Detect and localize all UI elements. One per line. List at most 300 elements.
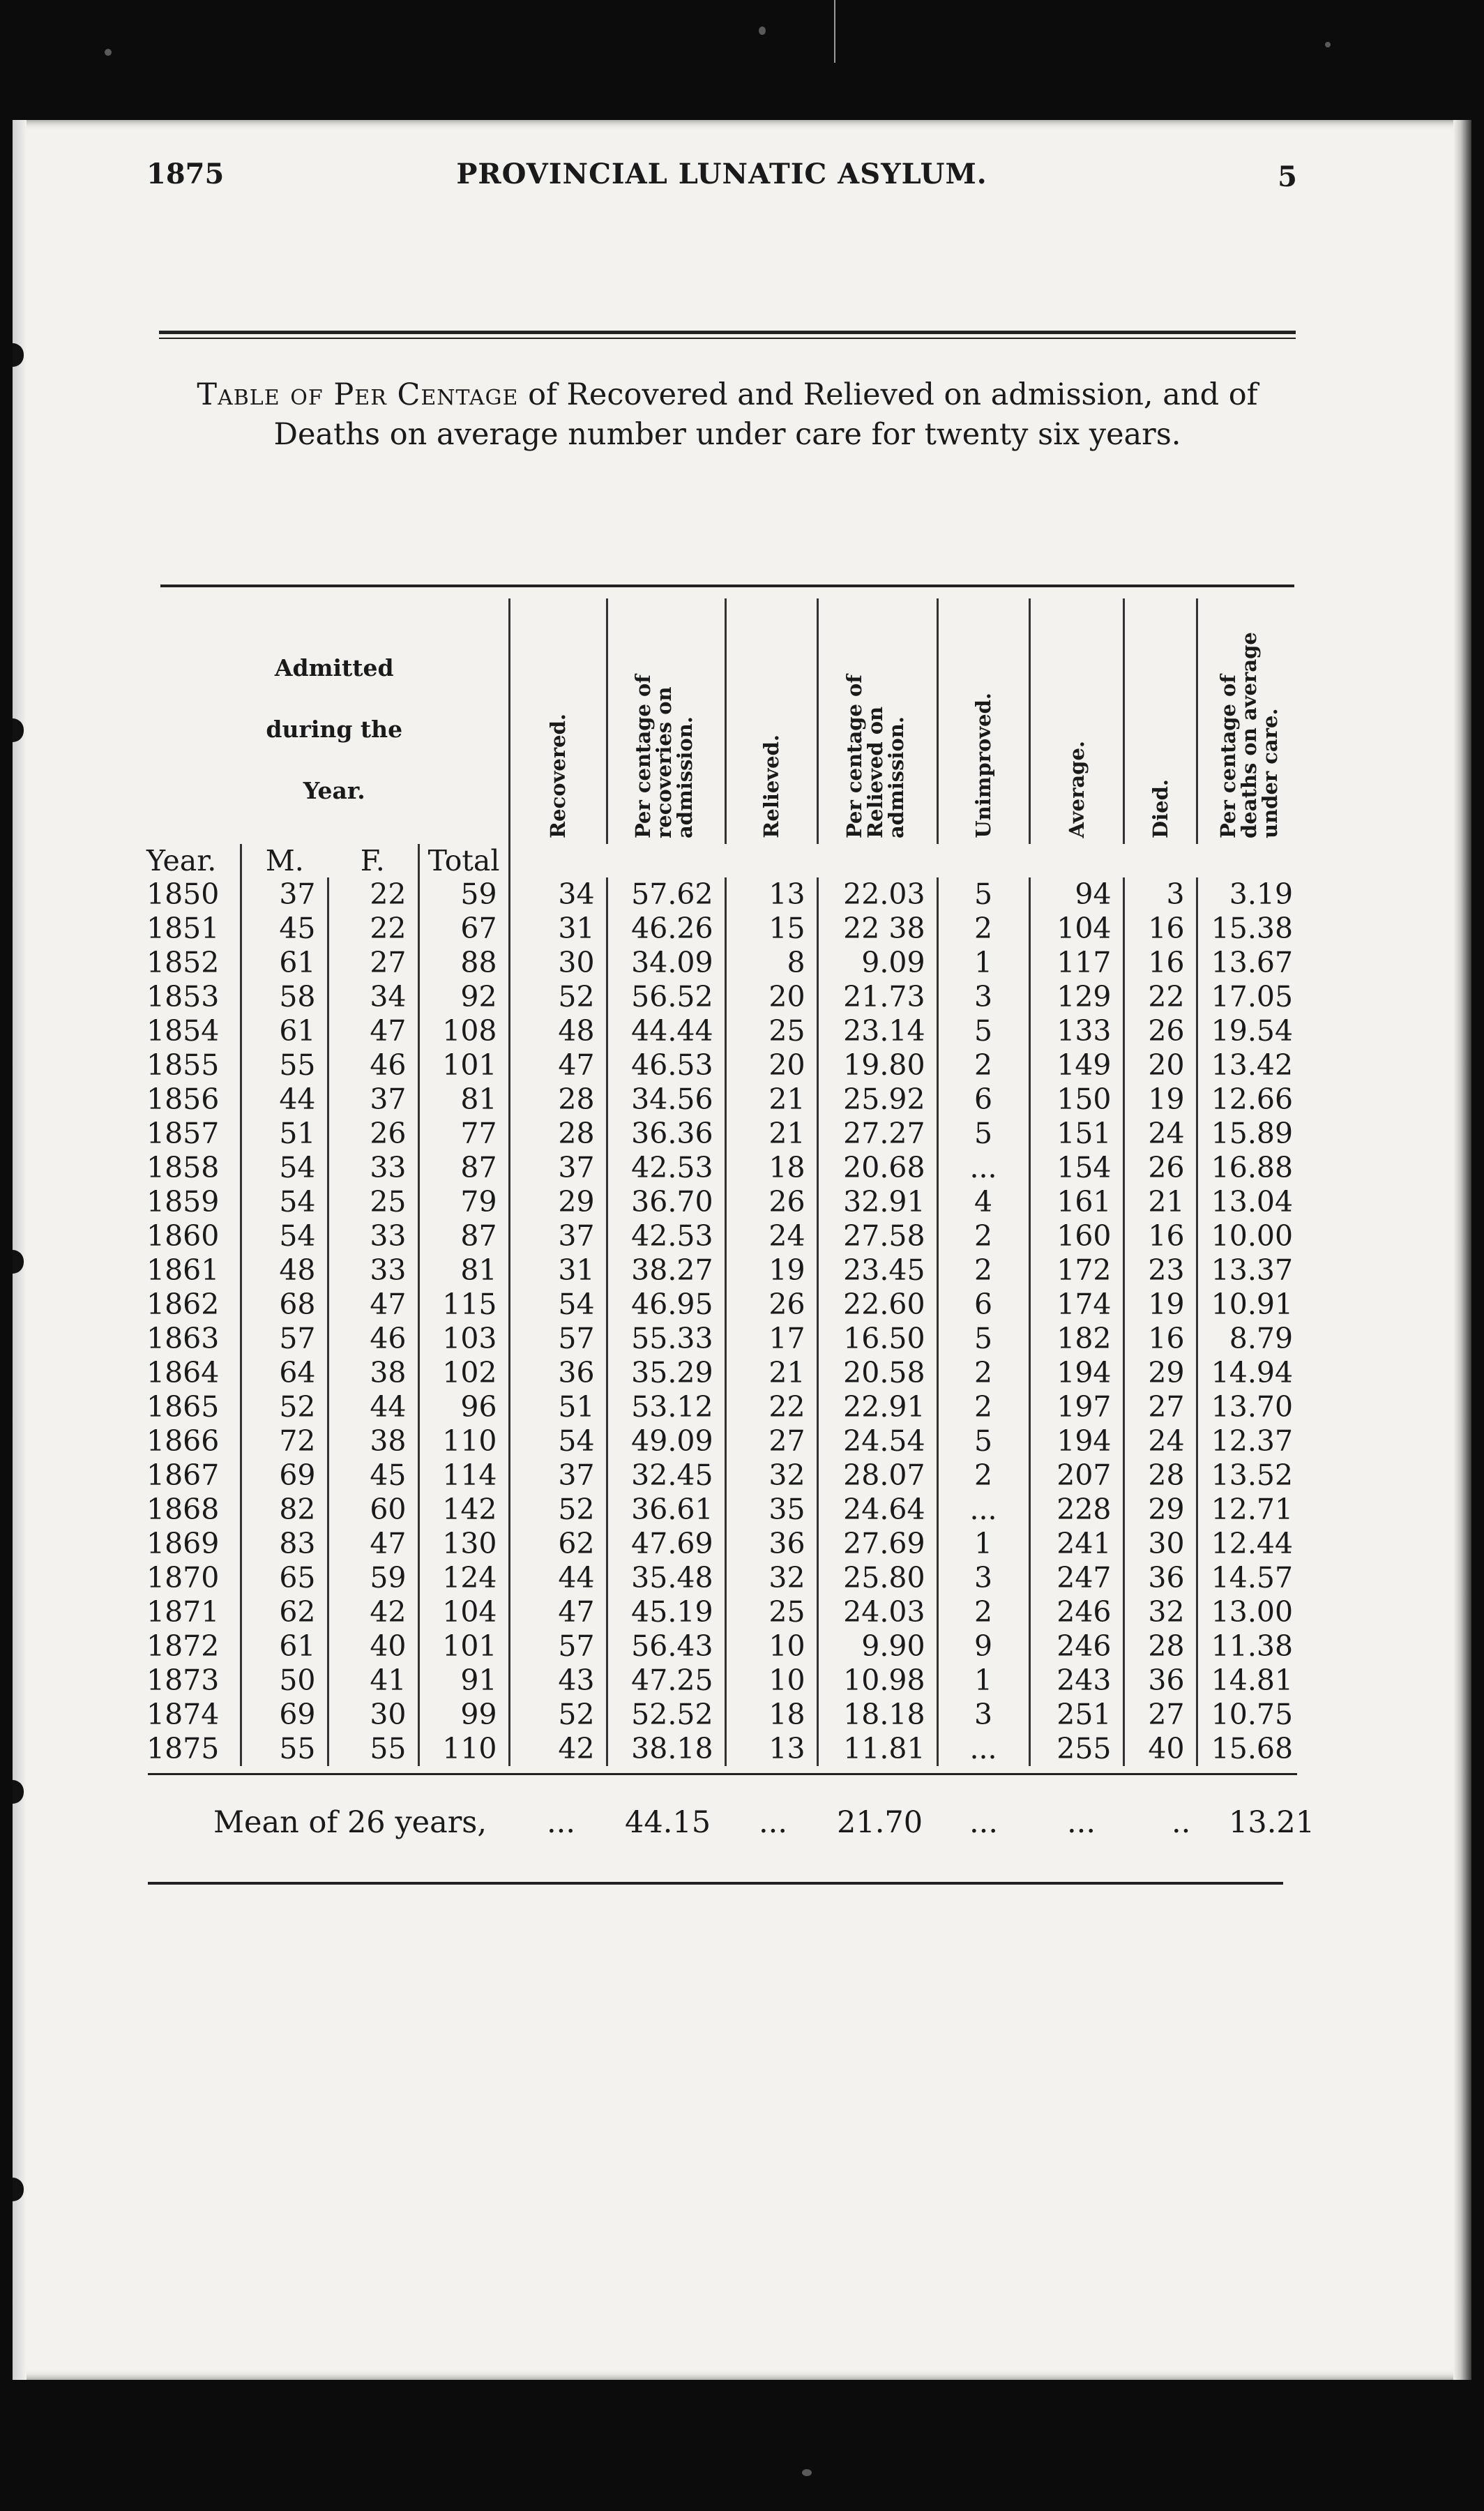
cell-male: 61	[241, 946, 328, 980]
male-subheader: M.	[265, 844, 304, 877]
cell-died: 16	[1123, 946, 1197, 980]
cell-relieved: 32	[725, 1561, 817, 1595]
cell-pct-recovered: 47.25	[607, 1664, 725, 1698]
recovered-header: Recovered.	[509, 598, 607, 844]
cell-average: 194	[1029, 1356, 1123, 1390]
cell-recovered: 52	[509, 1493, 607, 1527]
cell-pct-relieved: 11.81	[817, 1732, 937, 1766]
cell-died: 29	[1123, 1356, 1197, 1390]
table-row	[146, 1356, 1304, 1390]
cell-pct-relieved: 9.09	[817, 946, 937, 980]
cell-year: 1866	[146, 1424, 220, 1458]
cell-average: 129	[1029, 980, 1123, 1014]
cell-year: 1859	[146, 1185, 220, 1219]
table-row	[146, 1732, 1304, 1766]
table-row	[146, 1698, 1304, 1732]
cell-pct-recovered: 36.36	[607, 1117, 725, 1151]
cell-male: 61	[241, 1014, 328, 1048]
cell-pct-recovered: 56.52	[607, 980, 725, 1014]
cell-recovered: 28	[509, 1083, 607, 1117]
cell-relieved: 20	[725, 980, 817, 1014]
mean-dots-died: ..	[1172, 1805, 1191, 1840]
cell-pct-relieved: 32.91	[817, 1185, 937, 1219]
cell-died: 27	[1123, 1390, 1197, 1424]
cell-died: 29	[1123, 1493, 1197, 1527]
cell-pct-died: 13.70	[1197, 1390, 1304, 1424]
table-row	[146, 1253, 1304, 1288]
cell-pct-relieved: 9.90	[817, 1629, 937, 1664]
cell-pct-died: 10.00	[1197, 1219, 1304, 1253]
cell-year: 1872	[146, 1629, 220, 1663]
cell-died: 32	[1123, 1595, 1197, 1629]
cell-male: 54	[241, 1151, 328, 1185]
statistics-table	[146, 598, 1304, 1766]
cell-relieved: 15	[725, 912, 817, 946]
scan-speck	[759, 27, 766, 35]
mean-dots-recovered: ...	[547, 1805, 576, 1840]
cell-recovered: 34	[509, 877, 607, 912]
cell-female: 33	[328, 1253, 418, 1288]
table-row	[146, 1117, 1304, 1151]
cell-year: 1865	[146, 1390, 220, 1424]
cell-recovered: 54	[509, 1288, 607, 1322]
cell-female: 33	[328, 1219, 418, 1253]
subheader-spacer	[509, 844, 1304, 877]
cell-recovered: 62	[509, 1527, 607, 1561]
cell-year: 1855	[146, 1048, 220, 1082]
table-row	[146, 1322, 1304, 1356]
cell-year: 1864	[146, 1356, 220, 1389]
cell-male: 54	[241, 1185, 328, 1219]
mean-pct-relieved: 21.70	[837, 1805, 923, 1840]
cell-total: 103	[418, 1322, 509, 1356]
cell-female: 42	[328, 1595, 418, 1629]
cell-average: 207	[1029, 1458, 1123, 1493]
cell-relieved: 18	[725, 1698, 817, 1732]
cell-total: 77	[418, 1117, 509, 1151]
cell-died: 26	[1123, 1014, 1197, 1048]
cell-relieved: 27	[725, 1424, 817, 1458]
cell-recovered: 57	[509, 1322, 607, 1356]
cell-year: 1860	[146, 1219, 220, 1253]
cell-year: 1873	[146, 1664, 220, 1697]
cell-average: 246	[1029, 1629, 1123, 1664]
cell-pct-relieved: 25.80	[817, 1561, 937, 1595]
cell-year: 1874	[146, 1698, 220, 1731]
cell-relieved: 25	[725, 1014, 817, 1048]
cell-pct-died: 14.57	[1197, 1561, 1304, 1595]
mean-dots-unimproved: ...	[969, 1805, 999, 1840]
cell-died: 23	[1123, 1253, 1197, 1288]
cell-pct-died: 13.52	[1197, 1458, 1304, 1493]
cell-died: 16	[1123, 1322, 1197, 1356]
cell-male: 62	[241, 1595, 328, 1629]
running-title: PROVINCIAL LUNATIC ASYLUM.	[456, 158, 987, 190]
cell-pct-relieved: 23.14	[817, 1014, 937, 1048]
cell-died: 26	[1123, 1151, 1197, 1185]
cell-total: 104	[418, 1595, 509, 1629]
cell-pct-died: 11.38	[1197, 1629, 1304, 1664]
cell-female: 47	[328, 1527, 418, 1561]
cell-unimproved: 2	[937, 1253, 1029, 1288]
cell-recovered: 52	[509, 1698, 607, 1732]
cell-female: 30	[328, 1698, 418, 1732]
cell-year: 1853	[146, 980, 220, 1013]
cell-pct-recovered: 56.43	[607, 1629, 725, 1664]
cell-pct-relieved: 24.03	[817, 1595, 937, 1629]
relieved-header: Relieved.	[725, 598, 817, 844]
pct-recovered-header: Per centage of recoveries on admission.	[607, 598, 725, 844]
cell-average: 241	[1029, 1527, 1123, 1561]
cell-died: 36	[1123, 1664, 1197, 1698]
cell-total: 110	[418, 1424, 509, 1458]
table-caption	[159, 375, 1296, 455]
cell-recovered: 52	[509, 980, 607, 1014]
cell-pct-died: 15.89	[1197, 1117, 1304, 1151]
cell-pct-recovered: 53.12	[607, 1390, 725, 1424]
cell-female: 22	[328, 912, 418, 946]
cell-unimproved: 2	[937, 1356, 1029, 1390]
cell-male: 83	[241, 1527, 328, 1561]
cell-male: 61	[241, 1629, 328, 1664]
cell-year: 1852	[146, 946, 220, 979]
cell-male: 69	[241, 1698, 328, 1732]
header-year: 1875	[146, 158, 225, 190]
cell-male: 51	[241, 1117, 328, 1151]
cell-pct-relieved: 19.80	[817, 1048, 937, 1083]
cell-pct-recovered: 38.18	[607, 1732, 725, 1766]
cell-pct-relieved: 28.07	[817, 1458, 937, 1493]
died-header: Died.	[1123, 598, 1197, 844]
cell-pct-died: 12.44	[1197, 1527, 1304, 1561]
year-subheader: Year.	[146, 844, 241, 877]
cell-male: 55	[241, 1732, 328, 1766]
cell-pct-recovered: 46.53	[607, 1048, 725, 1083]
cell-female: 55	[328, 1732, 418, 1766]
cell-died: 30	[1123, 1527, 1197, 1561]
cell-relieved: 21	[725, 1117, 817, 1151]
cell-pct-relieved: 22.60	[817, 1288, 937, 1322]
admitted-header	[146, 598, 509, 844]
cell-relieved: 21	[725, 1083, 817, 1117]
cell-female: 47	[328, 1288, 418, 1322]
cell-pct-relieved: 21.73	[817, 980, 937, 1014]
cell-male: 69	[241, 1458, 328, 1493]
cell-pct-died: 14.81	[1197, 1664, 1304, 1698]
cell-total: 142	[418, 1493, 509, 1527]
cell-unimproved: 5	[937, 1014, 1029, 1048]
cell-female: 40	[328, 1629, 418, 1664]
cell-pct-died: 13.37	[1197, 1253, 1304, 1288]
cell-total: 114	[418, 1458, 509, 1493]
cell-unimproved: 3	[937, 1698, 1029, 1732]
cell-recovered: 29	[509, 1185, 607, 1219]
cell-relieved: 19	[725, 1253, 817, 1288]
cell-pct-died: 13.42	[1197, 1048, 1304, 1083]
cell-unimproved: 2	[937, 1595, 1029, 1629]
cell-male: 48	[241, 1253, 328, 1288]
cell-died: 28	[1123, 1458, 1197, 1493]
cell-female: 45	[328, 1458, 418, 1493]
cell-total: 59	[418, 877, 509, 912]
cell-relieved: 21	[725, 1356, 817, 1390]
cell-female: 41	[328, 1664, 418, 1698]
cell-female: 47	[328, 1014, 418, 1048]
cell-female: 59	[328, 1561, 418, 1595]
cell-year: 1851	[146, 912, 220, 945]
cell-male: 68	[241, 1288, 328, 1322]
cell-female: 33	[328, 1151, 418, 1185]
scan-speck	[802, 2469, 812, 2476]
cell-pct-died: 12.71	[1197, 1493, 1304, 1527]
cell-male: 57	[241, 1322, 328, 1356]
cell-pct-died: 13.00	[1197, 1595, 1304, 1629]
cell-unimproved: 5	[937, 1424, 1029, 1458]
cell-unimproved: 9	[937, 1629, 1029, 1664]
cell-pct-recovered: 46.95	[607, 1288, 725, 1322]
cell-relieved: 32	[725, 1458, 817, 1493]
cell-average: 149	[1029, 1048, 1123, 1083]
cell-pct-recovered: 32.45	[607, 1458, 725, 1493]
cell-unimproved: 2	[937, 1390, 1029, 1424]
cell-pct-recovered: 42.53	[607, 1151, 725, 1185]
cell-relieved: 25	[725, 1595, 817, 1629]
cell-unimproved: 3	[937, 980, 1029, 1014]
cell-female: 44	[328, 1390, 418, 1424]
cell-year: 1863	[146, 1322, 220, 1355]
cell-male: 37	[241, 877, 328, 912]
cell-total: 101	[418, 1629, 509, 1664]
cell-died: 36	[1123, 1561, 1197, 1595]
cell-average: 243	[1029, 1664, 1123, 1698]
cell-pct-relieved: 24.64	[817, 1493, 937, 1527]
cell-total: 99	[418, 1698, 509, 1732]
cell-recovered: 47	[509, 1595, 607, 1629]
cell-year: 1871	[146, 1595, 220, 1629]
cell-recovered: 30	[509, 946, 607, 980]
cell-total: 108	[418, 1014, 509, 1048]
cell-unimproved: 1	[937, 1527, 1029, 1561]
cell-pct-recovered: 34.09	[607, 946, 725, 980]
cell-average: 255	[1029, 1732, 1123, 1766]
female-subheader: F.	[360, 844, 385, 877]
cell-unimproved: 5	[937, 877, 1029, 912]
cell-pct-relieved: 27.58	[817, 1219, 937, 1253]
cell-pct-relieved: 10.98	[817, 1664, 937, 1698]
cell-female: 27	[328, 946, 418, 980]
header-rule-thin	[159, 338, 1296, 339]
cell-died: 40	[1123, 1732, 1197, 1766]
cell-average: 104	[1029, 912, 1123, 946]
cell-recovered: 28	[509, 1117, 607, 1151]
cell-recovered: 54	[509, 1424, 607, 1458]
cell-unimproved: 6	[937, 1083, 1029, 1117]
average-header: Average.	[1029, 598, 1123, 844]
cell-female: 46	[328, 1322, 418, 1356]
cell-pct-recovered: 46.26	[607, 912, 725, 946]
cell-average: 154	[1029, 1151, 1123, 1185]
cell-total: 81	[418, 1083, 509, 1117]
cell-pct-died: 13.67	[1197, 946, 1304, 980]
cell-recovered: 47	[509, 1048, 607, 1083]
cell-unimproved: 2	[937, 912, 1029, 946]
cell-male: 55	[241, 1048, 328, 1083]
cell-average: 150	[1029, 1083, 1123, 1117]
cell-relieved: 20	[725, 1048, 817, 1083]
cell-recovered: 48	[509, 1014, 607, 1048]
cell-unimproved: 5	[937, 1117, 1029, 1151]
cell-unimproved: ...	[937, 1493, 1029, 1527]
cell-pct-recovered: 47.69	[607, 1527, 725, 1561]
table-row	[146, 980, 1304, 1014]
total-subheader: Total	[418, 844, 509, 877]
cell-average: 228	[1029, 1493, 1123, 1527]
cell-total: 130	[418, 1527, 509, 1561]
cell-total: 124	[418, 1561, 509, 1595]
cell-year: 1875	[146, 1732, 220, 1765]
cell-died: 28	[1123, 1629, 1197, 1664]
cell-pct-relieved: 20.58	[817, 1356, 937, 1390]
cell-female: 46	[328, 1048, 418, 1083]
table-row	[146, 1595, 1304, 1629]
cell-average: 194	[1029, 1424, 1123, 1458]
cell-female: 37	[328, 1083, 418, 1117]
cell-unimproved: ...	[937, 1732, 1029, 1766]
cell-year: 1858	[146, 1151, 220, 1184]
cell-recovered: 43	[509, 1664, 607, 1698]
table-row	[146, 1561, 1304, 1595]
cell-average: 182	[1029, 1322, 1123, 1356]
mean-label: Mean of 26 years,	[213, 1805, 487, 1840]
cell-died: 27	[1123, 1698, 1197, 1732]
cell-relieved: 17	[725, 1322, 817, 1356]
cell-male: 44	[241, 1083, 328, 1117]
cell-relieved: 13	[725, 1732, 817, 1766]
cell-average: 161	[1029, 1185, 1123, 1219]
mean-bottom-rule	[148, 1882, 1283, 1885]
admitted-line1: Admitted	[274, 654, 394, 681]
cell-total: 110	[418, 1732, 509, 1766]
cell-pct-died: 8.79	[1197, 1322, 1304, 1356]
table-row	[146, 1629, 1304, 1664]
cell-relieved: 26	[725, 1185, 817, 1219]
cell-pct-died: 10.75	[1197, 1698, 1304, 1732]
cell-male: 82	[241, 1493, 328, 1527]
cell-pct-recovered: 42.53	[607, 1219, 725, 1253]
cell-pct-relieved: 18.18	[817, 1698, 937, 1732]
cell-year: 1868	[146, 1493, 220, 1526]
cell-pct-died: 15.68	[1197, 1732, 1304, 1766]
header-rule-thick	[159, 331, 1296, 334]
cell-pct-recovered: 55.33	[607, 1322, 725, 1356]
cell-pct-died: 3.19	[1197, 877, 1304, 912]
cell-died: 20	[1123, 1048, 1197, 1083]
cell-pct-recovered: 36.70	[607, 1185, 725, 1219]
cell-pct-died: 14.94	[1197, 1356, 1304, 1390]
cell-female: 38	[328, 1424, 418, 1458]
cell-male: 64	[241, 1356, 328, 1390]
cell-unimproved: 4	[937, 1185, 1029, 1219]
cell-male: 50	[241, 1664, 328, 1698]
cell-pct-recovered: 36.61	[607, 1493, 725, 1527]
table-row	[146, 1185, 1304, 1219]
cell-recovered: 31	[509, 1253, 607, 1288]
table-row	[146, 1390, 1304, 1424]
cell-pct-recovered: 35.48	[607, 1561, 725, 1595]
cell-average: 246	[1029, 1595, 1123, 1629]
cell-pct-relieved: 16.50	[817, 1322, 937, 1356]
cell-recovered: 37	[509, 1219, 607, 1253]
cell-died: 16	[1123, 912, 1197, 946]
cell-average: 160	[1029, 1219, 1123, 1253]
table-row	[146, 1664, 1304, 1698]
cell-pct-died: 12.66	[1197, 1083, 1304, 1117]
cell-died: 21	[1123, 1185, 1197, 1219]
cell-unimproved: 3	[937, 1561, 1029, 1595]
cell-unimproved: 1	[937, 946, 1029, 980]
cell-pct-died: 17.05	[1197, 980, 1304, 1014]
cell-pct-recovered: 57.62	[607, 877, 725, 912]
cell-relieved: 18	[725, 1151, 817, 1185]
cell-average: 197	[1029, 1390, 1123, 1424]
cell-total: 87	[418, 1219, 509, 1253]
cell-pct-recovered: 34.56	[607, 1083, 725, 1117]
cell-unimproved: 1	[937, 1664, 1029, 1698]
cell-pct-died: 16.88	[1197, 1151, 1304, 1185]
cell-pct-recovered: 52.52	[607, 1698, 725, 1732]
cell-died: 24	[1123, 1117, 1197, 1151]
cell-year: 1861	[146, 1253, 220, 1287]
table-row	[146, 1288, 1304, 1322]
cell-recovered: 57	[509, 1629, 607, 1664]
mean-pct-recovered: 44.15	[625, 1805, 711, 1840]
cell-male: 65	[241, 1561, 328, 1595]
cell-died: 24	[1123, 1424, 1197, 1458]
cell-unimproved: 5	[937, 1322, 1029, 1356]
table-row	[146, 1083, 1304, 1117]
cell-pct-relieved: 25.92	[817, 1083, 937, 1117]
cell-total: 81	[418, 1253, 509, 1288]
cell-male: 58	[241, 980, 328, 1014]
subheader-row	[146, 844, 1304, 877]
cell-total: 88	[418, 946, 509, 980]
mean-dots-relieved: ...	[759, 1805, 788, 1840]
cell-pct-died: 19.54	[1197, 1014, 1304, 1048]
cell-pct-died: 10.91	[1197, 1288, 1304, 1322]
table-bottom-rule	[148, 1773, 1297, 1775]
cell-pct-died: 15.38	[1197, 912, 1304, 946]
cell-pct-relieved: 22.91	[817, 1390, 937, 1424]
cell-male: 54	[241, 1219, 328, 1253]
cell-recovered: 31	[509, 912, 607, 946]
cell-pct-relieved: 22.03	[817, 877, 937, 912]
caption-smallcaps: Table of Per Centage	[197, 377, 519, 412]
cell-recovered: 44	[509, 1561, 607, 1595]
cell-total: 101	[418, 1048, 509, 1083]
cell-total: 91	[418, 1664, 509, 1698]
cell-female: 34	[328, 980, 418, 1014]
cell-female: 38	[328, 1356, 418, 1390]
cell-died: 19	[1123, 1083, 1197, 1117]
cell-total: 92	[418, 980, 509, 1014]
cell-unimproved: 2	[937, 1219, 1029, 1253]
scan-speck	[105, 49, 112, 56]
cell-total: 87	[418, 1151, 509, 1185]
cell-pct-recovered: 49.09	[607, 1424, 725, 1458]
cell-average: 117	[1029, 946, 1123, 980]
cell-male: 52	[241, 1390, 328, 1424]
cell-pct-relieved: 23.45	[817, 1253, 937, 1288]
